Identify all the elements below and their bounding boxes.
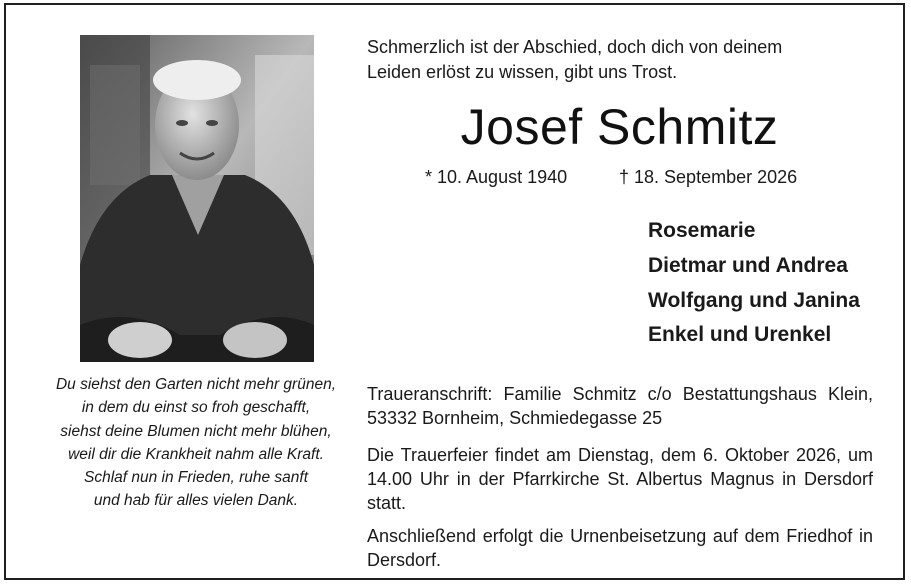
mourner: Dietmar und Andrea — [648, 253, 848, 277]
poem-line: Du siehst den Garten nicht mehr grünen, — [55, 376, 336, 393]
mourner: Rosemarie — [648, 219, 756, 242]
poem-line: weil dir die Krankheit nahm alle Kraft. — [68, 445, 324, 463]
motto-line: Leiden erlöst zu wissen, gibt uns Trost. — [367, 62, 678, 82]
poem-line: in dem du einst so froh geschafft, — [81, 399, 311, 417]
birth-date: * 10. August 1940 — [425, 167, 568, 187]
mourner: Enkel und Urenkel — [648, 323, 832, 347]
mourners-list — [648, 214, 860, 353]
motto-line: Schmerzlich ist der Abschied, doch dich von deinem — [367, 37, 783, 57]
poem-line: Schlaf nun in Frieden, ruhe sanft — [83, 469, 309, 487]
poem-line: und hab für alles vielen Dank. — [93, 492, 299, 510]
urn-burial-info: Anschließend erfolgt die Urnenbeisetzung auf dem Friedhof in Dersdorf. — [367, 526, 873, 570]
deceased-name: Josef Schmitz — [460, 99, 779, 155]
poem — [20, 373, 372, 513]
mourning-address: Traueranschrift: Familie Schmitz c/o Bestattungshaus Klein, 53332 Bornheim, Schmiedegasse 25 — [367, 384, 873, 428]
funeral-service-info: Die Trauerfeier findet am Dienstag, dem 6. Oktober 2026, um 14.00 Uhr in der Pfarrkirche St. Albertus Magnus in Dersdorf statt. — [367, 445, 873, 513]
mourner: Wolfgang und Janina — [648, 288, 860, 312]
death-date: † 18. September 2026 — [619, 167, 798, 187]
motto — [367, 35, 887, 85]
portrait-photo — [80, 35, 314, 362]
poem-line: siehst deine Blumen nicht mehr blühen, — [60, 422, 332, 440]
